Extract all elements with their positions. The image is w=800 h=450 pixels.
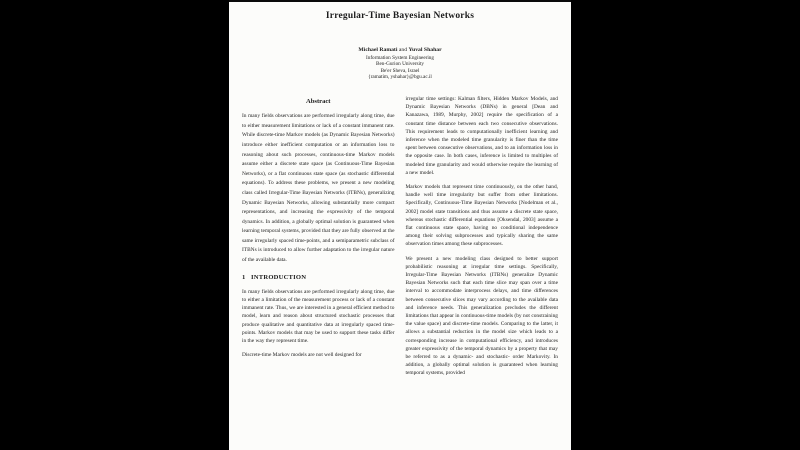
paper-title: Irregular-Time Bayesian Networks	[325, 11, 475, 21]
author-names	[229, 47, 571, 54]
author-and-word: and	[397, 47, 409, 53]
left-column	[242, 95, 395, 384]
author-block	[229, 47, 571, 81]
abstract-heading: Abstract	[305, 97, 331, 105]
right-paragraph-3: We present a new modeling class designed to better support probabilistic reasoning at irregular time settings. Specifically, Irregular-Time Bayesian Networks (ITBNs) generalize Dynamic Bayesian Networks such that each time slice may span over a time interval to accommodate interprocess delays, and time differences between consecutive slices may vary according to the available data and inference needs. This generalization precludes the different limitations that appear in continuous-time models (by not constraining the value space) and discrete-time models. Comparing to the latter, it allows a substantial reduction in the model size which leads to a corresponding increase in computational efficiency, and introduces greater expressivity of the temporal dynamics by a property that may be referred to as a dynamic- and stochastic- order Markovity. In addition, a globally optimal solution is guaranteed when learning temporal systems, provided	[405, 255, 558, 377]
author-university: Ben-Gurion University	[376, 61, 424, 68]
intro-paragraph-2: Discrete-time Markov models are not well designed for	[242, 352, 362, 359]
paper-page	[229, 0, 571, 450]
author-name-1: Michael Ramati	[358, 47, 398, 53]
right-column	[406, 95, 559, 384]
author-name-2: Yuval Shahar	[408, 47, 442, 53]
right-paragraph-2: Markov models that represent time continuously, on the other hand, handle well time irregularity but suffer from other limitations. Specifically, Continuous-Time Bayesian Networks [Nodelman et al., 2002] model state transitions and thus assume a discrete state space, whereas stochastic differential equations [Oksendal, 2003] assume a flat continuous state space, having no conditional independence among their solving subprocesses and typically sharing the same observation times among these subprocesses.	[405, 184, 558, 248]
author-email: {ramatim, yshahar}@bgu.ac.il	[368, 74, 432, 81]
right-paragraph-1: irregular time settings: Kalman filters, Hidden Markov Models, and Dynamic Bayesian Networks (DBNs) in general [Dean and Kanazawa, 1989, Murphy, 2002] require the specification of a constant time distance between each two consecutive observations. This requirement leads to computationally inefficient learning and inference when the modeled time granularity is finer than the time spent between consecutive observations, and to an information loss in the opposite case. In both cases, inference is limited to multiples of modeled time granularity and would otherwise require the learning of a new model.	[405, 95, 558, 176]
section-heading-introduction: 1 INTRODUCTION	[242, 273, 307, 281]
two-column-body	[229, 95, 571, 384]
intro-paragraph-1: In many fields observations are performed irregularly along time, due to either a limitation of the measurement process or lack of a constant immanent rate. Thus, we are interested in a general efficient method to model, learn and reason about structured stochastic processes that produce qualitative and quantitative data at irregularly spaced time-points. Markov models that may be used to support these tasks differ in the way they represent time.	[242, 288, 395, 345]
author-department: Information System Engineering	[366, 54, 434, 61]
abstract-text: In many fields observations are performed irregularly along time, due to either measurement limitations or lack of a constant immanent rate. While discrete-time Markov models (as Dynamic Bayesian Networks) introduce either inefficient computation or an information loss to reasoning about such processes, continuous-time Markov models assume either a discrete state space (as Continuous-Time Bayesian Networks), or a flat continuous state space (as stochastic differential equations). To address these problems, we present a new modeling class called Irregular-Time Bayesian Networks (ITBNs), generalizing Dynamic Bayesian Networks, allowing substantially more compact representations, and increasing the expressivity of the temporal dynamics. In addition, a globally optimal solution is guaranteed when learning temporal systems, provided that they are fully observed at the same irregularly spaced time-points, and a semiparametric subclass of ITBNs is introduced to allow further adaptation to the irregular nature of the available data.	[242, 113, 395, 264]
author-location: Be'er Sheva, Israel	[380, 67, 420, 74]
